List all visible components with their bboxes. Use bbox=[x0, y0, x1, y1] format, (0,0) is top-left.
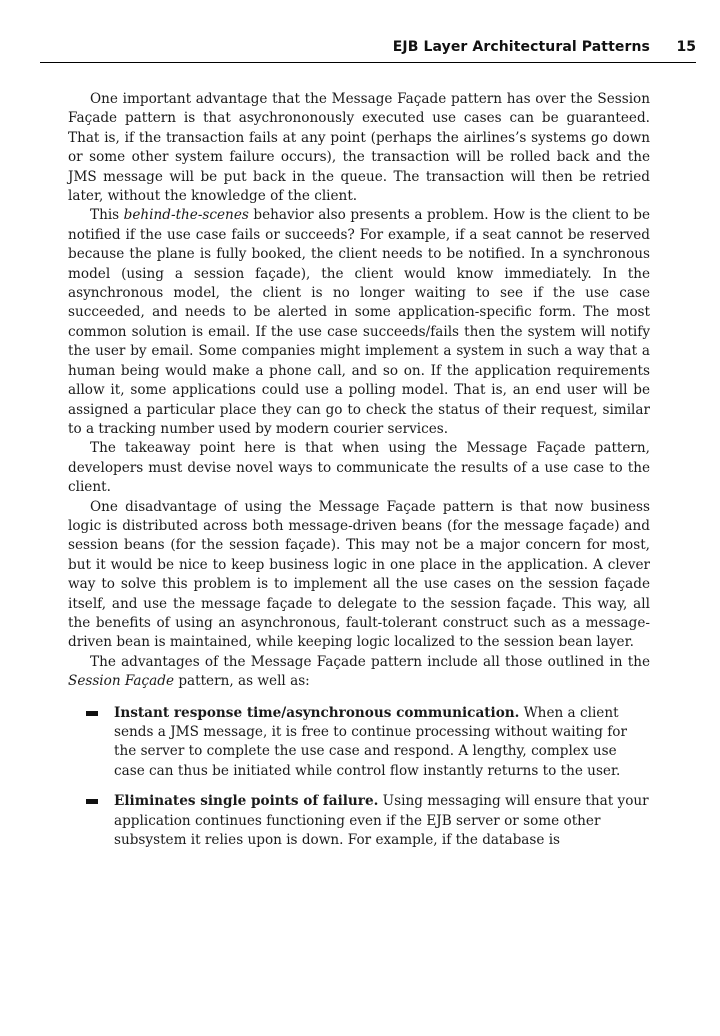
paragraph bbox=[68, 90, 650, 206]
bullet-title: Instant response time/asynchronous communication. bbox=[114, 704, 520, 721]
paragraph-text: behavior also presents a problem. How is the client to be notified if the use case fails or succeeds? For example, if a seat cannot be reserved because the plane is fully booked, the client needs to be notified. In a synchronous model (using a session façade), the client would know immediately. In the asynchronous model, the client is no longer waiting to see if the use case succeeded, and needs to be alerted in some application-specific form. The most common solution is email. If the use case succeeds/fails then the system will notify the user by email. Some companies might implement a system in such a way that a human being would make a phone call, and so on. If the application requirements allow it, some applications could use a polling model. That is, an end user will be assigned a particular place they can go to check the status of their request, similar to a tracking number used by modern courier services. bbox=[68, 207, 650, 437]
bullet-marker bbox=[86, 799, 98, 804]
paragraph bbox=[68, 206, 650, 439]
paragraph-text: This bbox=[90, 207, 124, 224]
bullet-marker bbox=[86, 711, 98, 716]
list-item bbox=[68, 704, 650, 782]
bullet-title: Eliminates single points of failure. bbox=[114, 793, 379, 810]
list-item bbox=[68, 792, 650, 850]
paragraph-text: One important advantage that the Message Façade pattern has over the Session Façade pattern is that asychrononously executed use cases can be guaranteed. That is, if the transaction fails at any point (perhaps the airlines’s systems go down or some other system failure occurs), the transaction will be rolled back and the JMS message will be put back in the queue. The transaction will then be retried later, without the knowledge of the client. bbox=[68, 91, 650, 205]
chapter-title: EJB Layer Architectural Patterns bbox=[392, 39, 650, 55]
emphasis-text: Session Façade bbox=[68, 673, 174, 690]
page-number: 15 bbox=[676, 39, 696, 55]
emphasis-text: behind-the-scenes bbox=[123, 207, 249, 224]
running-header bbox=[40, 36, 696, 63]
paragraph-text: The takeaway point here is that when using the Message Façade pattern, developers must devise novel ways to communicate the results of a use case to the client. bbox=[68, 440, 650, 496]
paragraph bbox=[68, 498, 650, 653]
paragraph-text: One disadvantage of using the Message Façade pattern is that now business logic is distributed across both message-driven beans (for the message façade) and session beans (for the session façade). This may not be a major concern for most, but it would be nice to keep business logic in one place in the application. A clever way to solve this problem is to implement all the use cases on the session façade itself, and use the message façade to delegate to the session façade. This way, all the benefits of using an asynchronous, fault-tolerant construct such as a message-driven bean is maintained, while keeping logic localized to the session bean layer. bbox=[68, 498, 650, 651]
bullet-text: When a client sends a JMS message, it is free to continue processing without waiting for the server to complete the use case and respond. A lengthy, complex use case can thus be initiated while control flow instantly returns to the user. bbox=[114, 704, 627, 779]
paragraph-text: The advantages of the Message Façade pattern include all those outlined in the bbox=[90, 653, 650, 670]
bullet-text: Using messaging will ensure that your application continues functioning even if the EJB server or some other subsystem it relies upon is down. For example, if the database is bbox=[114, 793, 649, 849]
paragraph bbox=[68, 439, 650, 497]
paragraph-text: pattern, as well as: bbox=[174, 673, 310, 690]
body-text bbox=[68, 90, 650, 861]
paragraph bbox=[68, 653, 650, 692]
bullet-list bbox=[68, 704, 650, 851]
